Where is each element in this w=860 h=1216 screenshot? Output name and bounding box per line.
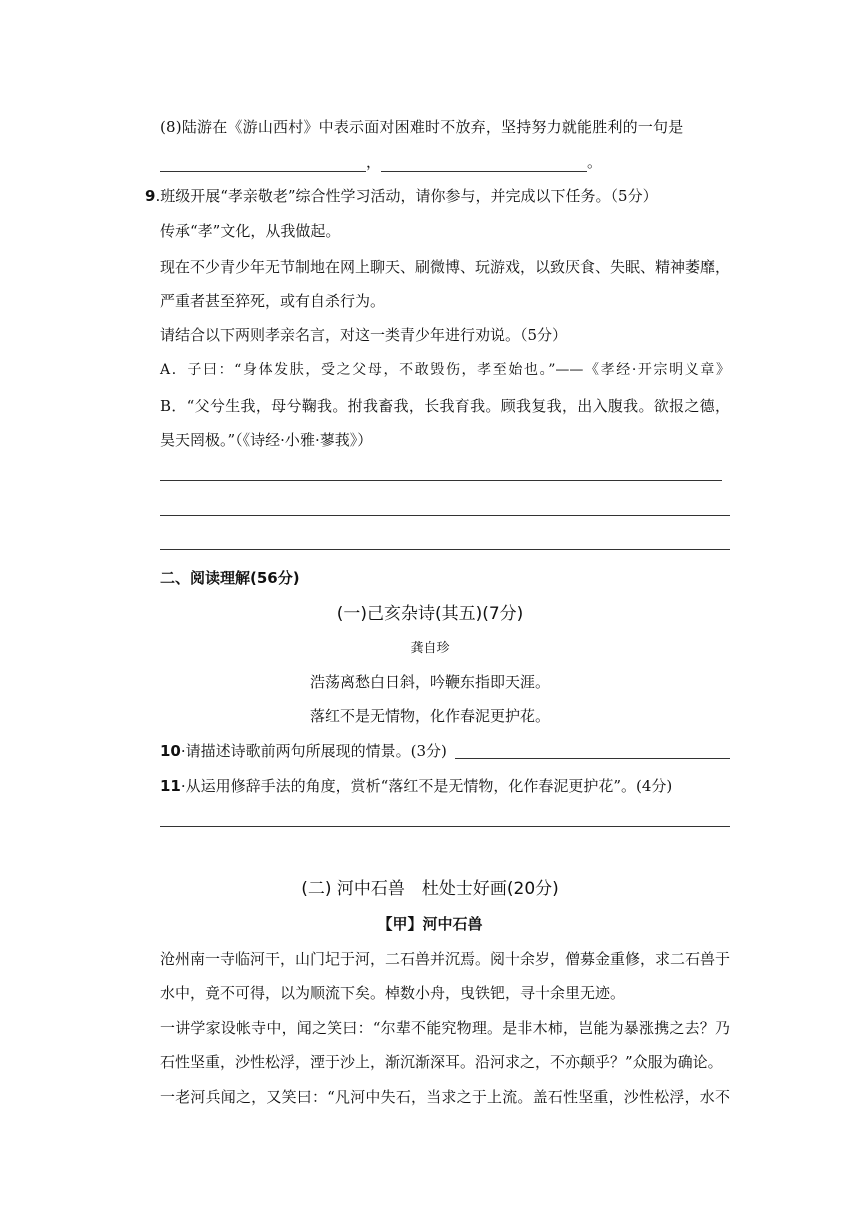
q9-answer-line-2[interactable]	[160, 515, 730, 516]
q9-quote-a: A．子曰：“身体发肤，受之父母，不敢毁伤，孝至始也。”——《孝经·开宗明义章》	[160, 362, 730, 378]
passage-2-p2-line-1: 一讲学家设帐寺中，闻之笑曰：“尔辈不能究物理。是非木柿，岂能为暴涨携之去？乃	[160, 1019, 730, 1037]
passage-2-subtitle: 【甲】河中石兽	[377, 915, 483, 933]
q8-answer-line	[160, 152, 602, 172]
poem-title: (一)己亥杂诗(其五)(7分)	[336, 604, 524, 624]
poem-line-2: 落红不是无情物，化作春泥更护花。	[309, 707, 550, 725]
q8-comma: ，	[366, 153, 382, 171]
q11-answer-line[interactable]	[160, 826, 730, 827]
q9-title	[145, 186, 658, 206]
passage-2-p1-line-2: 水中，竟不可得，以为顺流下矣。棹数小舟，曳铁钯，寻十余里无迹。	[160, 984, 626, 1002]
q9-answer-line-3[interactable]	[160, 549, 730, 550]
q10-prompt	[160, 741, 447, 761]
q8-blank-1[interactable]	[160, 155, 366, 172]
poem-line-1: 浩荡离愁白日斜，吟鞭东指即天涯。	[309, 673, 550, 691]
passage-2-p2-line-2: 石性坚重，沙性松浮，湮于沙上，渐沉渐深耳。沿河求之，不亦颠乎？”众服为确论。	[160, 1053, 723, 1071]
q9-quote-b-line-1: B．“父兮生我，母兮鞠我。拊我畜我，长我育我。顾我复我，出入腹我。欲报之德，	[160, 397, 730, 415]
q11-text: ·从运用修辞手法的角度，赏析“落红不是无情物，化作春泥更护花”。(4分)	[180, 777, 673, 795]
q9-heading: 传承“孝”文化，从我做起。	[160, 222, 341, 240]
passage-2-p1-line-1: 沧州南一寺临河干，山门圮于河，二石兽并沉焉。阅十余岁，僧募金重修，求二石兽于	[160, 950, 731, 968]
poem-author: 龚自珍	[410, 641, 450, 656]
q8-prompt: (8)陆游在《游山西村》中表示面对困难时不放弃，坚持努力就能胜利的一句是	[160, 118, 684, 136]
q10-text: ·请描述诗歌前两句所展现的情景。(3分)	[180, 742, 447, 760]
q9-paragraph-line-2: 严重者甚至猝死，或有自杀行为。	[160, 292, 386, 310]
q9-quote-b-line-2: 昊天罔极。”（《诗经·小雅·蓼莪》）	[160, 431, 373, 449]
q9-paragraph-line-1: 现在不少青少年无节制地在网上聊天、刷微博、玩游戏，以致厌食、失眠、精神萎靡，	[160, 258, 731, 276]
q9-instruction: 请结合以下两则孝亲名言，对这一类青少年进行劝说。（5分）	[160, 326, 568, 344]
q10-answer-line[interactable]	[455, 758, 730, 759]
q11-prompt	[160, 776, 672, 796]
q8-blank-2[interactable]	[381, 155, 587, 172]
q9-number: 9	[145, 187, 156, 205]
q11-number: 11	[160, 777, 181, 795]
passage-2-p3-line-1: 一老河兵闻之，又笑曰：“凡河中失石，当求之于上流。盖石性坚重，沙性松浮，水不	[160, 1088, 730, 1106]
passage-2-title: (二) 河中石兽 杜处士好画(20分)	[301, 879, 559, 899]
section-2-heading: 二、阅读理解(56分)	[160, 569, 300, 587]
q9-title-text: .班级开展“孝亲敬老”综合性学习活动，请你参与，并完成以下任务。（5分）	[155, 187, 658, 205]
q9-answer-line-1[interactable]	[160, 480, 722, 481]
q8-period: 。	[587, 153, 603, 171]
q10-number: 10	[160, 742, 181, 760]
